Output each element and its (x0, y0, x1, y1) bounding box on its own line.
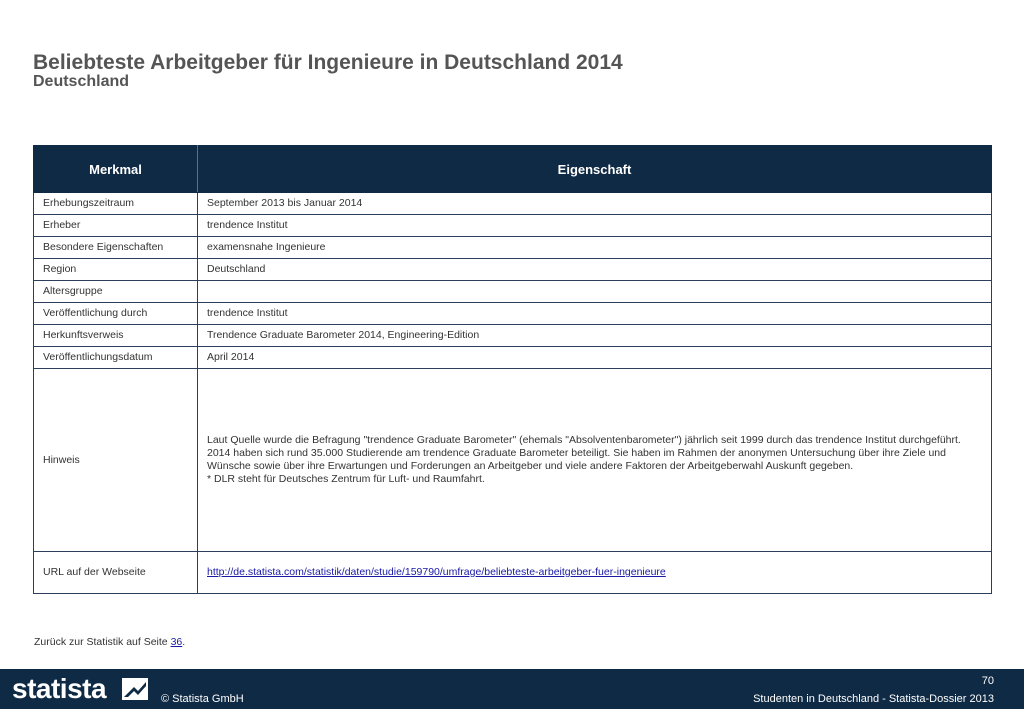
row-value: Deutschland (198, 259, 992, 281)
row-label: Erhebungszeitraum (34, 193, 198, 215)
table-row (34, 281, 992, 303)
url-label: URL auf der Webseite (34, 552, 198, 594)
table-header-row (34, 146, 992, 193)
table-row (34, 193, 992, 215)
hint-label: Hinweis (34, 369, 198, 552)
hint-line: 2014 haben sich rund 35.000 Studierende am trendence Graduate Barometer beteiligt. Sie haben im Rahmen der anonymen Untersuchung über ihre Ziele und (207, 447, 946, 459)
table-row (34, 259, 992, 281)
table-row (34, 215, 992, 237)
statista-logo-icon (122, 678, 148, 700)
row-label: Altersgruppe (34, 281, 198, 303)
hint-line: * DLR steht für Deutsches Zentrum für Luft- und Raumfahrt. (207, 473, 485, 485)
column-header-merkmal: Merkmal (34, 146, 198, 193)
back-to-statistic (34, 636, 185, 648)
page-subtitle: Deutschland (33, 73, 130, 90)
row-value: September 2013 bis Januar 2014 (198, 193, 992, 215)
hint-text (198, 369, 992, 552)
table-row-hint (34, 369, 992, 552)
hint-line: Wünsche sowie über ihre Erwartungen und Forderungen an Arbeitgeber und viele andere Faktoren der Arbeitgeberwahl Auskunft gegeben. (207, 460, 854, 472)
row-value: trendence Institut (198, 303, 992, 325)
url-cell (198, 552, 992, 594)
footer-bar (0, 669, 1024, 709)
back-page-link[interactable]: 36 (170, 636, 183, 648)
row-label: Veröffentlichung durch (34, 303, 198, 325)
table-row (34, 325, 992, 347)
back-prefix: Zurück zur Statistik auf Seite (34, 636, 171, 648)
dossier-title: Studenten in Deutschland - Statista-Dossier 2013 (753, 693, 994, 705)
row-value: examensnahe Ingenieure (198, 237, 992, 259)
row-label: Herkunftsverweis (34, 325, 198, 347)
copyright-text: © Statista GmbH (161, 693, 244, 705)
row-value: trendence Institut (198, 215, 992, 237)
row-value (198, 281, 992, 303)
table-row (34, 237, 992, 259)
statista-logo: statista (12, 673, 107, 704)
page-number: 70 (981, 675, 994, 687)
row-label: Erheber (34, 215, 198, 237)
row-label: Region (34, 259, 198, 281)
column-header-eigenschaft: Eigenschaft (198, 146, 992, 193)
row-value: Trendence Graduate Barometer 2014, Engineering-Edition (198, 325, 992, 347)
table-row-url (34, 552, 992, 594)
back-suffix: . (182, 636, 186, 648)
source-url-link[interactable]: http://de.statista.com/statistik/daten/studie/159790/umfrage/beliebteste-arbeitgeber-fuer-ingenieure (207, 566, 666, 578)
page-title: Beliebteste Arbeitgeber für Ingenieure in Deutschland 2014 (33, 51, 623, 74)
row-label: Veröffentlichungsdatum (34, 347, 198, 369)
row-value: April 2014 (198, 347, 992, 369)
table-row (34, 347, 992, 369)
table-row (34, 303, 992, 325)
hint-line: Laut Quelle wurde die Befragung "trendence Graduate Barometer" (ehemals "Absolventenbarometer") jährlich seit 1999 durch das trendence Institut durchgeführt. (207, 434, 961, 446)
row-label: Besondere Eigenschaften (34, 237, 198, 259)
metadata-table (33, 145, 992, 594)
